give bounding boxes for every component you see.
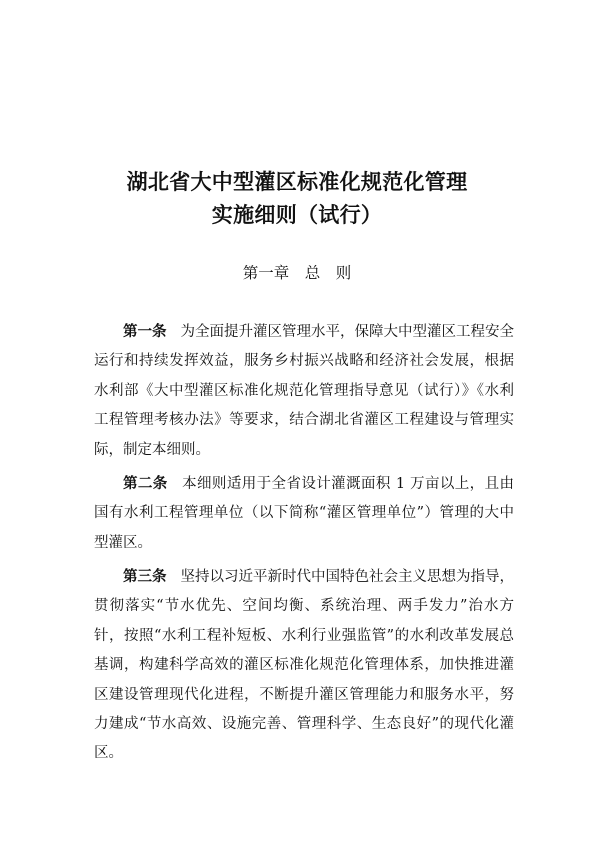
document-title-line-1: 湖北省大中型灌区标准化规范化管理 — [126, 170, 468, 194]
article-3-label: 第三条 — [123, 569, 167, 585]
article-3-text: 坚持以习近平新时代中国特色社会主义思想为指导，贯彻落实“节水优先、空间均衡、系统治理、两手发力”治水方针，按照“水利工程补短板、水利行业强监管”的水利改革发展总基调，构建科学高效的灌区标准化规范化管理体系，加快推进灌区建设管理现代化进程，不断提升灌区管理能力和服务水平，努力建成“节水高效、设施完善、管理科学、生态良好”的现代化灌区。 — [94, 569, 514, 762]
article-1-label: 第一条 — [123, 324, 167, 340]
chapter-heading: 第一章 总 则 — [242, 264, 352, 282]
article-1 — [94, 318, 514, 465]
article-2 — [94, 470, 514, 558]
article-2-label: 第二条 — [123, 476, 168, 492]
article-3 — [94, 563, 514, 769]
article-1-text: 为全面提升灌区管理水平，保障大中型灌区工程安全运行和持续发挥效益，服务乡村振兴战略和经济社会发展，根据水利部《大中型灌区标准化规范化管理指导意见（试行）》《水利工程管理考核办法》等要求，结合湖北省灌区工程建设与管理实际，制定本细则。 — [94, 324, 514, 458]
article-2-text: 本细则适用于全省设计灌溉面积 1 万亩以上，且由国有水利工程管理单位（以下简称“灌区管理单位”）管理的大中型灌区。 — [94, 476, 514, 551]
document-title-line-2: 实施细则（试行） — [211, 203, 383, 227]
